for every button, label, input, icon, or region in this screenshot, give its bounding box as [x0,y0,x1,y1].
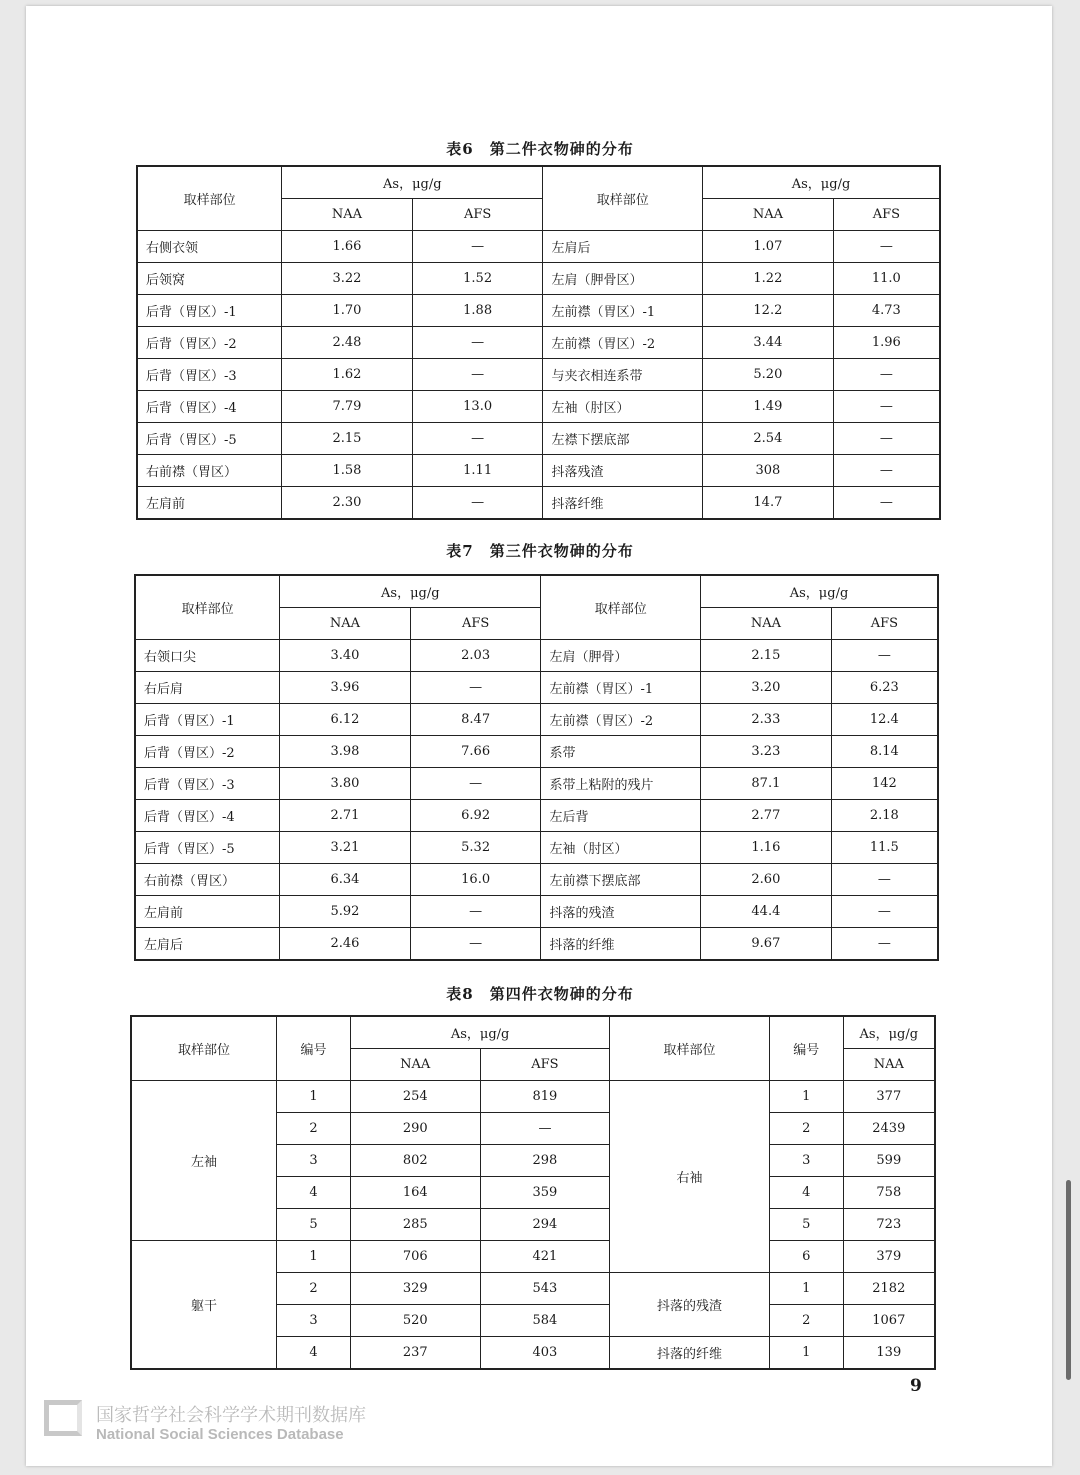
cell-afs: 543 [480,1273,610,1305]
cell-afs: 359 [480,1177,610,1209]
cell-naa: 377 [843,1081,935,1113]
cell-location: 抖落的残渣 [541,896,701,928]
cell-location: 抖落纤维 [543,487,703,520]
cell-group-location: 右袖 [610,1081,770,1273]
cell-location: 系带上粘附的残片 [541,768,701,800]
cell-naa: 3.96 [280,672,411,704]
table8-header-number: 编号 [277,1016,351,1081]
table6-header-as-2: As，μg/g [703,166,940,199]
table-row [135,864,938,896]
cell-number: 5 [277,1209,351,1241]
cell-afs: — [831,896,938,928]
cell-location: 后背（胃区）-4 [137,391,282,423]
cell-afs: — [833,455,940,487]
cell-number: 1 [769,1337,843,1370]
table-row [135,800,938,832]
cell-location: 抖落残渣 [543,455,703,487]
cell-group-location: 左袖 [131,1081,277,1241]
cell-location: 系带 [541,736,701,768]
cell-afs: 13.0 [412,391,543,423]
table-row [135,672,938,704]
cell-group-location: 抖落的纤维 [610,1337,770,1370]
cell-location: 左肩后 [135,928,280,961]
watermark-en: National Social Sciences Database [96,1426,344,1443]
cell-naa: 758 [843,1177,935,1209]
cell-location: 后领窝 [137,263,282,295]
cell-location: 与夹衣相连系带 [543,359,703,391]
watermark-cn: 国家哲学社会科学学术期刊数据库 [96,1405,366,1426]
cell-naa: 520 [350,1305,480,1337]
table8-header-afs: AFS [480,1049,610,1081]
page-number: 9 [910,1376,922,1396]
cell-location: 右侧衣领 [137,231,282,263]
cell-naa: 139 [843,1337,935,1370]
table-row [137,231,940,263]
cell-naa: 2182 [843,1273,935,1305]
table6-header-location: 取样部位 [137,166,282,231]
table-row [137,359,940,391]
cell-location: 后背（胃区）-5 [137,423,282,455]
table-row [135,768,938,800]
cell-afs: — [412,231,543,263]
cell-afs: — [410,672,541,704]
cell-naa: 2.46 [280,928,411,961]
table-row [135,736,938,768]
cell-afs: 6.92 [410,800,541,832]
cell-location: 后背（胃区）-4 [135,800,280,832]
cell-naa: 1.22 [703,263,834,295]
cell-naa: 2.15 [701,640,832,672]
table-row [135,832,938,864]
cell-naa: 1.66 [282,231,413,263]
cell-afs: — [833,391,940,423]
cell-location: 后背（胃区）-2 [137,327,282,359]
cell-naa: 6.12 [280,704,411,736]
cell-location: 左肩（胛骨） [541,640,701,672]
table8-header-location-2: 取样部位 [610,1016,770,1081]
cell-afs: — [833,487,940,520]
cell-naa: 706 [350,1241,480,1273]
cell-naa: 14.7 [703,487,834,520]
cell-naa: 802 [350,1145,480,1177]
cell-naa: 3.80 [280,768,411,800]
cell-naa: 2439 [843,1113,935,1145]
cell-afs: 1.96 [833,327,940,359]
cell-naa: 254 [350,1081,480,1113]
cell-location: 左肩后 [543,231,703,263]
cell-naa: 290 [350,1113,480,1145]
cell-afs: — [833,423,940,455]
cell-number: 4 [277,1337,351,1370]
cell-afs: 11.0 [833,263,940,295]
cell-afs: 421 [480,1241,610,1273]
table6-header-location-2: 取样部位 [543,166,703,231]
cell-naa: 9.67 [701,928,832,961]
cell-naa: 5.20 [703,359,834,391]
cell-naa: 2.54 [703,423,834,455]
cell-naa: 3.98 [280,736,411,768]
cell-number: 5 [769,1209,843,1241]
table8-header-naa-2: NAA [843,1049,935,1081]
cell-naa: 6.34 [280,864,411,896]
cell-location: 右领口尖 [135,640,280,672]
cell-afs: — [410,896,541,928]
table-row [137,263,940,295]
table7 [134,574,939,961]
cell-location: 抖落的纤维 [541,928,701,961]
cell-naa: 1.70 [282,295,413,327]
cell-number: 2 [769,1113,843,1145]
table7-header-afs: AFS [410,608,541,640]
cell-location: 后背（胃区）-1 [137,295,282,327]
table6-header-naa-2: NAA [703,199,834,231]
cell-naa: 3.22 [282,263,413,295]
cell-naa: 2.60 [701,864,832,896]
cell-afs: — [410,928,541,961]
cell-afs: 298 [480,1145,610,1177]
table7-caption: 表7 第三件衣物砷的分布 [446,542,634,560]
cell-number: 2 [277,1113,351,1145]
table-row [131,1241,935,1273]
table6-header-naa: NAA [282,199,413,231]
cell-location: 后背（胃区）-1 [135,704,280,736]
table8-header-as: As，μg/g [350,1016,609,1049]
cell-naa: 599 [843,1145,935,1177]
table7-header-location-2: 取样部位 [541,575,701,640]
table7-header-naa-2: NAA [701,608,832,640]
cell-number: 1 [769,1081,843,1113]
scrollbar[interactable] [1066,1180,1071,1380]
cell-naa: 3.20 [701,672,832,704]
table6 [136,165,941,520]
cell-afs: — [831,864,938,896]
cell-afs: — [831,640,938,672]
cell-location: 左后背 [541,800,701,832]
table-row [137,455,940,487]
cell-afs: 5.32 [410,832,541,864]
cell-naa: 3.21 [280,832,411,864]
cell-location: 右后肩 [135,672,280,704]
cell-number: 1 [277,1081,351,1113]
table7-header-as: As，μg/g [280,575,541,608]
cell-location: 左前襟下摆底部 [541,864,701,896]
cell-number: 2 [277,1273,351,1305]
table-row [135,704,938,736]
cell-afs: — [412,423,543,455]
cell-location: 左前襟（胃区）-2 [543,327,703,359]
cell-naa: 44.4 [701,896,832,928]
cell-location: 右前襟（胃区） [137,455,282,487]
cell-naa: 2.15 [282,423,413,455]
cell-afs: 1.52 [412,263,543,295]
cell-afs: — [833,231,940,263]
cell-afs: 1.11 [412,455,543,487]
cell-location: 左前襟（胃区）-1 [541,672,701,704]
cell-location: 左袖（肘区） [541,832,701,864]
cell-number: 2 [769,1305,843,1337]
table-row [135,896,938,928]
table8-header-naa: NAA [350,1049,480,1081]
cell-number: 4 [277,1177,351,1209]
cell-location: 左肩前 [135,896,280,928]
cell-naa: 237 [350,1337,480,1370]
table-row [135,640,938,672]
cell-naa: 87.1 [701,768,832,800]
cell-afs: 8.14 [831,736,938,768]
table-row [137,295,940,327]
cell-naa: 1.62 [282,359,413,391]
cell-naa: 2.33 [701,704,832,736]
cell-number: 3 [769,1145,843,1177]
cell-location: 左前襟（胃区）-1 [543,295,703,327]
cell-naa: 164 [350,1177,480,1209]
cell-naa: 2.48 [282,327,413,359]
cell-afs: 294 [480,1209,610,1241]
cell-naa: 5.92 [280,896,411,928]
cell-number: 1 [769,1273,843,1305]
table8-header-as-2: As，μg/g [843,1016,935,1049]
cell-number: 3 [277,1145,351,1177]
cell-number: 1 [277,1241,351,1273]
cell-location: 左肩前 [137,487,282,520]
cell-afs: — [480,1113,610,1145]
cell-afs: 819 [480,1081,610,1113]
cell-afs: — [831,928,938,961]
table7-header-afs-2: AFS [831,608,938,640]
cell-naa: 1.07 [703,231,834,263]
table7-header-as-2: As，μg/g [701,575,938,608]
cell-afs: 16.0 [410,864,541,896]
cell-location: 左肩（胛骨区） [543,263,703,295]
cell-number: 4 [769,1177,843,1209]
cell-naa: 329 [350,1273,480,1305]
cell-location: 后背（胃区）-3 [137,359,282,391]
cell-afs: — [412,359,543,391]
cell-naa: 723 [843,1209,935,1241]
cell-location: 后背（胃区）-5 [135,832,280,864]
database-logo-icon [44,1400,82,1436]
cell-naa: 12.2 [703,295,834,327]
cell-naa: 2.30 [282,487,413,520]
table8 [130,1015,936,1370]
cell-number: 3 [277,1305,351,1337]
table8-header-number-2: 编号 [769,1016,843,1081]
cell-naa: 3.40 [280,640,411,672]
cell-afs: 12.4 [831,704,938,736]
cell-afs: 8.47 [410,704,541,736]
cell-naa: 3.44 [703,327,834,359]
table8-caption: 表8 第四件衣物砷的分布 [446,985,634,1003]
table6-header-afs: AFS [412,199,543,231]
table-row [135,928,938,961]
cell-afs: 2.18 [831,800,938,832]
table7-header-naa: NAA [280,608,411,640]
cell-naa: 285 [350,1209,480,1241]
cell-location: 后背（胃区）-3 [135,768,280,800]
table-row [137,423,940,455]
cell-location: 左襟下摆底部 [543,423,703,455]
table-row [131,1081,935,1113]
table6-caption: 表6 第二件衣物砷的分布 [446,140,634,158]
cell-group-location: 躯干 [131,1241,277,1370]
cell-naa: 2.77 [701,800,832,832]
cell-naa: 1.58 [282,455,413,487]
cell-naa: 1.49 [703,391,834,423]
cell-naa: 308 [703,455,834,487]
table6-header-as: As，μg/g [282,166,543,199]
cell-location: 右前襟（胃区） [135,864,280,896]
cell-naa: 1067 [843,1305,935,1337]
cell-afs: — [412,327,543,359]
cell-location: 左袖（肘区） [543,391,703,423]
cell-afs: 2.03 [410,640,541,672]
cell-naa: 2.71 [280,800,411,832]
cell-number: 6 [769,1241,843,1273]
cell-afs: 6.23 [831,672,938,704]
cell-naa: 3.23 [701,736,832,768]
cell-afs: 7.66 [410,736,541,768]
table7-header-location: 取样部位 [135,575,280,640]
cell-naa: 379 [843,1241,935,1273]
table6-header-afs-2: AFS [833,199,940,231]
cell-afs: 1.88 [412,295,543,327]
cell-location: 后背（胃区）-2 [135,736,280,768]
cell-afs: — [412,487,543,520]
cell-naa: 7.79 [282,391,413,423]
table8-header-location: 取样部位 [131,1016,277,1081]
table-row [137,391,940,423]
cell-afs: 4.73 [833,295,940,327]
table-row [137,487,940,520]
cell-afs: — [833,359,940,391]
cell-afs: 142 [831,768,938,800]
cell-naa: 1.16 [701,832,832,864]
cell-location: 左前襟（胃区）-2 [541,704,701,736]
cell-afs: 584 [480,1305,610,1337]
cell-group-location: 抖落的残渣 [610,1273,770,1337]
cell-afs: — [410,768,541,800]
cell-afs: 403 [480,1337,610,1370]
cell-afs: 11.5 [831,832,938,864]
table-row [137,327,940,359]
